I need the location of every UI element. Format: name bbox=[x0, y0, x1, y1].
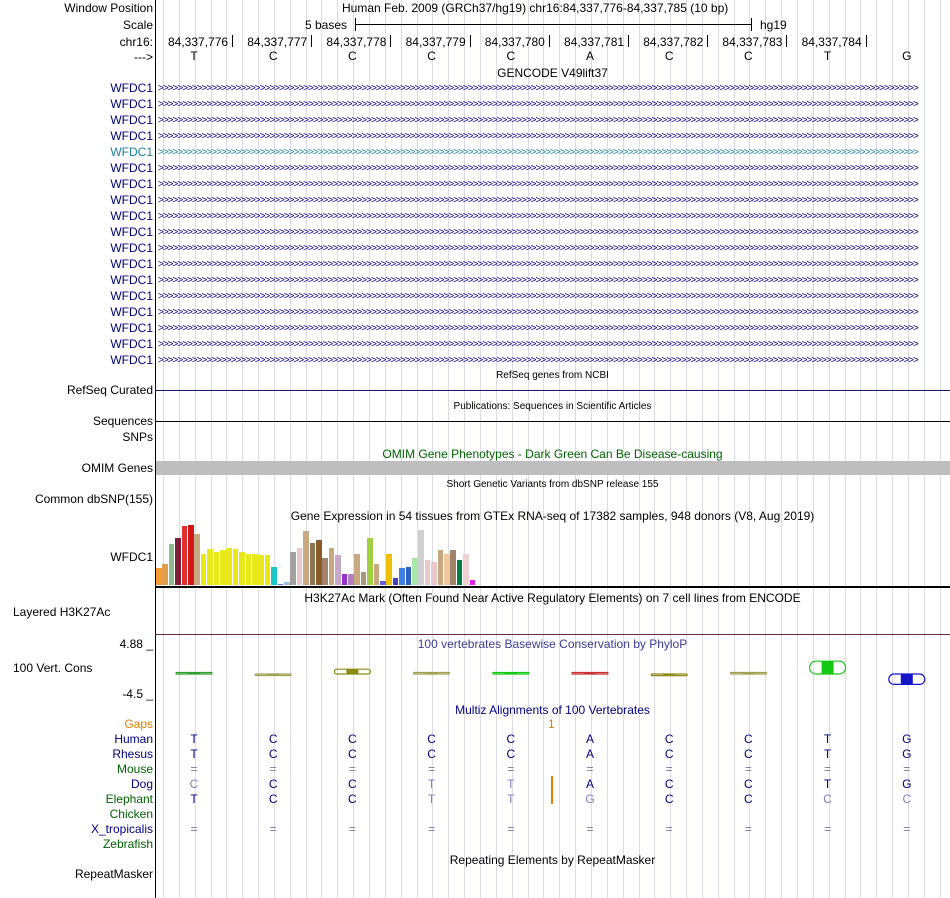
alignment-base: C bbox=[427, 732, 436, 746]
gencode-gene-label[interactable]: WFDC1 bbox=[110, 257, 153, 271]
position-tick-label: 84,337,784 bbox=[801, 35, 862, 49]
gtex-tissue-bar[interactable] bbox=[239, 552, 245, 585]
alignment-base: T bbox=[507, 777, 515, 791]
gtex-tissue-bar[interactable] bbox=[278, 584, 284, 585]
gtex-tissue-bar[interactable] bbox=[214, 552, 220, 585]
track-area[interactable] bbox=[155, 0, 950, 898]
gtex-tissue-bar[interactable] bbox=[271, 567, 277, 585]
gencode-gene-label[interactable]: WFDC1 bbox=[110, 129, 153, 143]
alignment-base: = bbox=[348, 822, 356, 836]
gtex-tissue-bar[interactable] bbox=[226, 548, 232, 585]
alignment-base: C bbox=[348, 747, 357, 761]
alignment-base: = bbox=[665, 822, 673, 836]
alignment-base: = bbox=[903, 762, 911, 776]
reference-base: C bbox=[664, 49, 674, 63]
repeatmasker-title[interactable]: Repeating Elements by RepeatMasker bbox=[449, 853, 656, 867]
scale-bar bbox=[355, 24, 751, 25]
gencode-gene-label[interactable]: WFDC1 bbox=[110, 225, 153, 239]
reference-base: G bbox=[902, 49, 912, 63]
alignment-base: G bbox=[902, 777, 912, 791]
conservation-score-core bbox=[426, 673, 438, 675]
gencode-gene-label[interactable]: WFDC1 bbox=[110, 337, 153, 351]
gtex-tissue-bar[interactable] bbox=[233, 549, 239, 585]
gencode-transcript-line[interactable]: >>>>>>>>>>>>>>>>>>>>>>>>>>>>>>>>>>>>>>>>>>>>>>>>>>>>>>>>>>>>>>>>>>>>>>>>>>>>>>>>>>>>>>>>>>>>>>>>>>>>>>>>>>>>>>>>>>>>>>>>>>>>>>>>>>>>>>>>>>>>>>>>>>>>>>>>>>>>> bbox=[158, 339, 918, 350]
position-tick-label: 84,337,781 bbox=[564, 35, 625, 49]
alignment-base: = bbox=[428, 822, 436, 836]
conservation-score-core bbox=[584, 673, 596, 675]
alignment-base: C bbox=[506, 747, 516, 761]
gtex-tissue-bar[interactable] bbox=[361, 572, 367, 585]
alignment-base: = bbox=[190, 822, 198, 836]
position-tick-label: 84,337,780 bbox=[484, 35, 545, 49]
gtex-tissue-bar[interactable] bbox=[425, 560, 431, 585]
gencode-transcript-line[interactable]: >>>>>>>>>>>>>>>>>>>>>>>>>>>>>>>>>>>>>>>>>>>>>>>>>>>>>>>>>>>>>>>>>>>>>>>>>>>>>>>>>>>>>>>>>>>>>>>>>>>>>>>>>>>>>>>>>>>>>>>>>>>>>>>>>>>>>>>>>>>>>>>>>>>>>>>>>>>>> bbox=[158, 115, 918, 126]
alignment-base: T bbox=[427, 777, 436, 791]
refseq-title[interactable]: RefSeq genes from NCBI bbox=[496, 370, 609, 381]
gtex-tissue-bar[interactable] bbox=[342, 574, 348, 585]
gencode-gene-label[interactable]: WFDC1 bbox=[110, 81, 153, 95]
gencode-gene-label[interactable]: WFDC1 bbox=[110, 321, 153, 335]
gencode-transcript-line[interactable]: >>>>>>>>>>>>>>>>>>>>>>>>>>>>>>>>>>>>>>>>>>>>>>>>>>>>>>>>>>>>>>>>>>>>>>>>>>>>>>>>>>>>>>>>>>>>>>>>>>>>>>>>>>>>>>>>>>>>>>>>>>>>>>>>>>>>>>>>>>>>>>>>>>>>>>>>>>>>> bbox=[158, 243, 918, 254]
cons-min-label: -4.5 _ bbox=[122, 687, 153, 701]
gtex-tissue-bar[interactable] bbox=[265, 555, 271, 585]
alignment-base: = bbox=[744, 822, 752, 836]
position-tick-label: 84,337,778 bbox=[326, 35, 387, 49]
gtex-tissue-bar[interactable] bbox=[297, 548, 303, 585]
alignment-base: = bbox=[269, 762, 277, 776]
alignment-base: T bbox=[823, 777, 832, 791]
alignment-base: C bbox=[664, 792, 674, 806]
gencode-transcript-line[interactable]: >>>>>>>>>>>>>>>>>>>>>>>>>>>>>>>>>>>>>>>>>>>>>>>>>>>>>>>>>>>>>>>>>>>>>>>>>>>>>>>>>>>>>>>>>>>>>>>>>>>>>>>>>>>>>>>>>>>>>>>>>>>>>>>>>>>>>>>>>>>>>>>>>>>>>>>>>>>>> bbox=[158, 227, 918, 238]
h3k27ac-title[interactable]: H3K27Ac Mark (Often Found Near Active Regulatory Elements) on 7 cell lines from ENCODE bbox=[304, 591, 801, 605]
gencode-gene-label[interactable]: WFDC1 bbox=[110, 161, 153, 175]
conservation-score-core bbox=[346, 669, 358, 674]
gtex-tissue-bar[interactable] bbox=[169, 544, 175, 585]
gtex-tissue-bar[interactable] bbox=[207, 549, 213, 585]
gtex-tissue-bar[interactable] bbox=[457, 560, 463, 585]
alignment-base: A bbox=[585, 777, 594, 791]
gencode-gene-label[interactable]: WFDC1 bbox=[110, 289, 153, 303]
position-tick-label: 84,337,782 bbox=[643, 35, 704, 49]
gtex-tissue-bar[interactable] bbox=[258, 555, 264, 585]
alignment-base: A bbox=[585, 732, 594, 746]
gtex-tissue-bar[interactable] bbox=[162, 564, 168, 585]
gtex-tissue-bar[interactable] bbox=[386, 554, 392, 585]
alignment-base: C bbox=[348, 792, 357, 806]
dbsnp-track-label[interactable]: Common dbSNP(155) bbox=[34, 492, 153, 506]
alignment-base: C bbox=[268, 732, 278, 746]
conservation-score-core bbox=[822, 661, 834, 674]
gtex-tissue-bar[interactable] bbox=[290, 552, 296, 585]
window-position-label: Window Position bbox=[64, 1, 153, 15]
alignment-base: C bbox=[268, 777, 278, 791]
omim-title[interactable]: OMIM Gene Phenotypes - Dark Green Can Be Disease-causing bbox=[382, 447, 723, 461]
alignment-base: C bbox=[902, 792, 912, 806]
publications-track-label[interactable]: Sequences bbox=[92, 414, 153, 428]
species-label[interactable]: Zebrafish bbox=[102, 837, 153, 851]
alignment-base: C bbox=[348, 777, 357, 791]
position-tick-label: 84,337,777 bbox=[247, 35, 308, 49]
alignment-base: C bbox=[744, 732, 753, 746]
alignment-base: = bbox=[744, 762, 752, 776]
gtex-tissue-bar[interactable] bbox=[322, 558, 328, 585]
gtex-tissue-bar[interactable] bbox=[367, 538, 373, 585]
gtex-tissue-bar[interactable] bbox=[354, 554, 360, 585]
gtex-tissue-bar[interactable] bbox=[444, 554, 450, 585]
gtex-tissue-bar[interactable] bbox=[406, 567, 412, 585]
alignment-base: C bbox=[506, 732, 516, 746]
alignment-base: C bbox=[664, 732, 674, 746]
reference-base: C bbox=[427, 49, 436, 63]
reference-base: A bbox=[585, 49, 594, 63]
refseq-gene-line[interactable] bbox=[155, 390, 950, 391]
alignment-base: = bbox=[586, 762, 594, 776]
alignment-base: T bbox=[190, 792, 198, 806]
gtex-title[interactable]: Gene Expression in 54 tissues from GTEx RNA-seq of 17382 samples, 948 donors (V8, Aug 2019) bbox=[290, 509, 815, 523]
gtex-tissue-bar[interactable] bbox=[329, 548, 335, 585]
gtex-tissue-bar[interactable] bbox=[418, 530, 424, 585]
alignment-base: = bbox=[903, 822, 911, 836]
position-tick-label: 84,337,776 bbox=[168, 35, 229, 49]
alignment-base: = bbox=[507, 822, 515, 836]
publications-title[interactable]: Publications: Sequences in Scientific Articles bbox=[453, 401, 652, 412]
gencode-transcript-line[interactable]: >>>>>>>>>>>>>>>>>>>>>>>>>>>>>>>>>>>>>>>>>>>>>>>>>>>>>>>>>>>>>>>>>>>>>>>>>>>>>>>>>>>>>>>>>>>>>>>>>>>>>>>>>>>>>>>>>>>>>>>>>>>>>>>>>>>>>>>>>>>>>>>>>>>>>>>>>>>>> bbox=[158, 99, 918, 110]
alignment-base: = bbox=[190, 762, 198, 776]
gtex-track-label[interactable]: WFDC1 bbox=[110, 550, 153, 564]
position-tick bbox=[232, 35, 233, 47]
gtex-bar-chart[interactable] bbox=[156, 524, 536, 585]
gencode-gene-label[interactable]: WFDC1 bbox=[110, 273, 153, 287]
gtex-tissue-bar[interactable] bbox=[348, 574, 354, 585]
position-tick bbox=[786, 35, 787, 47]
position-tick bbox=[549, 35, 550, 47]
scale-bar-left-cap bbox=[355, 18, 356, 31]
gtex-tissue-bar[interactable] bbox=[450, 550, 456, 585]
h3k27ac-baseline bbox=[155, 634, 950, 635]
conservation-score-core bbox=[663, 674, 675, 676]
position-tick bbox=[470, 35, 471, 47]
species-label[interactable]: Elephant bbox=[105, 792, 153, 806]
gencode-gene-label[interactable]: WFDC1 bbox=[110, 97, 153, 111]
gap-insertion-bar bbox=[551, 776, 553, 804]
alignment-base: T bbox=[427, 792, 436, 806]
conservation-score-core bbox=[505, 673, 517, 675]
alignment-base: T bbox=[823, 747, 832, 761]
reference-base: C bbox=[348, 49, 357, 63]
gtex-tissue-bar[interactable] bbox=[412, 558, 418, 585]
gencode-gene-label[interactable]: WFDC1 bbox=[110, 177, 153, 191]
gtex-tissue-bar[interactable] bbox=[252, 554, 258, 585]
gencode-transcript-line[interactable]: >>>>>>>>>>>>>>>>>>>>>>>>>>>>>>>>>>>>>>>>>>>>>>>>>>>>>>>>>>>>>>>>>>>>>>>>>>>>>>>>>>>>>>>>>>>>>>>>>>>>>>>>>>>>>>>>>>>>>>>>>>>>>>>>>>>>>>>>>>>>>>>>>>>>>>>>>>>>> bbox=[158, 163, 918, 174]
alignment-base: T bbox=[823, 732, 832, 746]
gtex-tissue-bar[interactable] bbox=[393, 578, 399, 585]
alignment-base: C bbox=[664, 747, 674, 761]
gtex-tissue-bar[interactable] bbox=[438, 550, 444, 585]
gtex-tissue-bar[interactable] bbox=[374, 564, 380, 585]
gtex-tissue-bar[interactable] bbox=[310, 543, 316, 585]
position-tick bbox=[311, 35, 312, 47]
snps-label: SNPs bbox=[122, 430, 153, 444]
alignment-base: C bbox=[189, 777, 199, 791]
gencode-gene-label[interactable]: WFDC1 bbox=[110, 305, 153, 319]
gencode-transcript-line[interactable]: >>>>>>>>>>>>>>>>>>>>>>>>>>>>>>>>>>>>>>>>>>>>>>>>>>>>>>>>>>>>>>>>>>>>>>>>>>>>>>>>>>>>>>>>>>>>>>>>>>>>>>>>>>>>>>>>>>>>>>>>>>>>>>>>>>>>>>>>>>>>>>>>>>>>>>>>>>>>> bbox=[158, 291, 918, 302]
multiz-title[interactable]: Multiz Alignments of 100 Vertebrates bbox=[455, 703, 650, 717]
gtex-tissue-bar[interactable] bbox=[431, 562, 437, 585]
scale-bar-right-cap bbox=[751, 18, 752, 31]
gtex-tissue-bar[interactable] bbox=[194, 534, 200, 585]
species-label[interactable]: Human bbox=[114, 732, 153, 746]
gtex-tissue-bar[interactable] bbox=[246, 554, 252, 585]
gtex-tissue-bar[interactable] bbox=[470, 580, 476, 585]
cons-track-label[interactable]: 100 Vert. Cons bbox=[13, 661, 93, 675]
alignment-base: C bbox=[823, 792, 832, 806]
gtex-tissue-bar[interactable] bbox=[463, 554, 469, 585]
position-tick-label: 84,337,783 bbox=[722, 35, 783, 49]
species-label[interactable]: Rhesus bbox=[112, 747, 153, 761]
conservation-score-core bbox=[901, 674, 913, 684]
alignment-base: = bbox=[824, 822, 832, 836]
alignment-base: C bbox=[268, 792, 278, 806]
publications-line[interactable] bbox=[155, 421, 950, 422]
gtex-tissue-bar[interactable] bbox=[156, 568, 162, 585]
gencode-transcript-line[interactable]: >>>>>>>>>>>>>>>>>>>>>>>>>>>>>>>>>>>>>>>>>>>>>>>>>>>>>>>>>>>>>>>>>>>>>>>>>>>>>>>>>>>>>>>>>>>>>>>>>>>>>>>>>>>>>>>>>>>>>>>>>>>>>>>>>>>>>>>>>>>>>>>>>>>>>>>>>>>>> bbox=[158, 195, 918, 206]
omim-track-label[interactable]: OMIM Genes bbox=[81, 461, 153, 475]
repeatmasker-track-label[interactable]: RepeatMasker bbox=[74, 867, 153, 881]
omim-gene-bar[interactable] bbox=[156, 461, 950, 475]
gencode-transcript-line[interactable]: >>>>>>>>>>>>>>>>>>>>>>>>>>>>>>>>>>>>>>>>>>>>>>>>>>>>>>>>>>>>>>>>>>>>>>>>>>>>>>>>>>>>>>>>>>>>>>>>>>>>>>>>>>>>>>>>>>>>>>>>>>>>>>>>>>>>>>>>>>>>>>>>>>>>>>>>>>>>> bbox=[158, 131, 918, 142]
gaps-label: Gaps bbox=[124, 717, 153, 731]
alignment-base: A bbox=[585, 747, 594, 761]
gencode-transcript-line[interactable]: >>>>>>>>>>>>>>>>>>>>>>>>>>>>>>>>>>>>>>>>>>>>>>>>>>>>>>>>>>>>>>>>>>>>>>>>>>>>>>>>>>>>>>>>>>>>>>>>>>>>>>>>>>>>>>>>>>>>>>>>>>>>>>>>>>>>>>>>>>>>>>>>>>>>>>>>>>>>> bbox=[158, 275, 918, 286]
conservation-plot[interactable] bbox=[155, 650, 950, 698]
gencode-gene-label[interactable]: WFDC1 bbox=[110, 353, 153, 367]
alignment-base: = bbox=[428, 762, 436, 776]
gencode-transcript-line[interactable]: >>>>>>>>>>>>>>>>>>>>>>>>>>>>>>>>>>>>>>>>>>>>>>>>>>>>>>>>>>>>>>>>>>>>>>>>>>>>>>>>>>>>>>>>>>>>>>>>>>>>>>>>>>>>>>>>>>>>>>>>>>>>>>>>>>>>>>>>>>>>>>>>>>>>>>>>>>>>> bbox=[158, 179, 918, 190]
gencode-gene-label[interactable]: WFDC1 bbox=[110, 193, 153, 207]
species-label[interactable]: Chicken bbox=[109, 807, 153, 821]
scale-text: 5 bases bbox=[305, 18, 348, 32]
conservation-score-core bbox=[742, 673, 754, 675]
alignment-base: G bbox=[902, 732, 912, 746]
position-tick bbox=[628, 35, 629, 47]
alignment-base: C bbox=[664, 777, 674, 791]
alignment-base: T bbox=[507, 792, 515, 806]
alignment-base: C bbox=[268, 747, 278, 761]
gencode-transcript-line[interactable]: >>>>>>>>>>>>>>>>>>>>>>>>>>>>>>>>>>>>>>>>>>>>>>>>>>>>>>>>>>>>>>>>>>>>>>>>>>>>>>>>>>>>>>>>>>>>>>>>>>>>>>>>>>>>>>>>>>>>>>>>>>>>>>>>>>>>>>>>>>>>>>>>>>>>>>>>>>>>> bbox=[158, 307, 918, 318]
gap-marker: 1 bbox=[548, 717, 555, 731]
cons-title[interactable]: 100 vertebrates Basewise Conservation by PhyloP bbox=[417, 637, 688, 651]
gencode-transcript-line[interactable]: >>>>>>>>>>>>>>>>>>>>>>>>>>>>>>>>>>>>>>>>>>>>>>>>>>>>>>>>>>>>>>>>>>>>>>>>>>>>>>>>>>>>>>>>>>>>>>>>>>>>>>>>>>>>>>>>>>>>>>>>>>>>>>>>>>>>>>>>>>>>>>>>>>>>>>>>>>>>> bbox=[158, 323, 918, 334]
species-label[interactable]: X_tropicalis bbox=[90, 822, 153, 836]
reference-base: C bbox=[268, 49, 278, 63]
alignment-base: C bbox=[348, 732, 357, 746]
gencode-gene-label[interactable]: WFDC1 bbox=[110, 241, 153, 255]
reference-base: C bbox=[506, 49, 516, 63]
gtex-tissue-bar[interactable] bbox=[335, 555, 341, 585]
gencode-gene-label[interactable]: WFDC1 bbox=[110, 209, 153, 223]
gtex-tissue-bar[interactable] bbox=[182, 526, 188, 585]
alignment-base: C bbox=[744, 747, 753, 761]
gencode-transcript-line[interactable]: >>>>>>>>>>>>>>>>>>>>>>>>>>>>>>>>>>>>>>>>>>>>>>>>>>>>>>>>>>>>>>>>>>>>>>>>>>>>>>>>>>>>>>>>>>>>>>>>>>>>>>>>>>>>>>>>>>>>>>>>>>>>>>>>>>>>>>>>>>>>>>>>>>>>>>>>>>>>> bbox=[158, 147, 918, 158]
chrom-label: chr16: bbox=[119, 35, 153, 49]
gencode-transcript-line[interactable]: >>>>>>>>>>>>>>>>>>>>>>>>>>>>>>>>>>>>>>>>>>>>>>>>>>>>>>>>>>>>>>>>>>>>>>>>>>>>>>>>>>>>>>>>>>>>>>>>>>>>>>>>>>>>>>>>>>>>>>>>>>>>>>>>>>>>>>>>>>>>>>>>>>>>>>>>>>>>> bbox=[158, 83, 918, 94]
alignment-base: T bbox=[190, 747, 198, 761]
gtex-tissue-bar[interactable] bbox=[284, 582, 290, 585]
gtex-tissue-bar[interactable] bbox=[399, 568, 405, 585]
alignment-base: = bbox=[507, 762, 515, 776]
strand-label: ---> bbox=[134, 50, 153, 64]
gtex-tissue-bar[interactable] bbox=[175, 538, 181, 585]
alignment-base: C bbox=[744, 792, 753, 806]
reference-base: T bbox=[190, 49, 198, 63]
position-tick-label: 84,337,779 bbox=[405, 35, 466, 49]
dbsnp-title[interactable]: Short Genetic Variants from dbSNP release 155 bbox=[446, 479, 659, 490]
alignment-base: C bbox=[744, 777, 753, 791]
alignment-base: = bbox=[269, 822, 277, 836]
position-tick bbox=[866, 35, 867, 47]
gencode-gene-label[interactable]: WFDC1 bbox=[110, 113, 153, 127]
conservation-score-core bbox=[267, 674, 279, 676]
species-label[interactable]: Mouse bbox=[116, 762, 153, 776]
gtex-tissue-bar[interactable] bbox=[316, 540, 322, 585]
reference-base: T bbox=[823, 49, 832, 63]
alignment-base: = bbox=[348, 762, 356, 776]
gencode-transcript-line[interactable]: >>>>>>>>>>>>>>>>>>>>>>>>>>>>>>>>>>>>>>>>>>>>>>>>>>>>>>>>>>>>>>>>>>>>>>>>>>>>>>>>>>>>>>>>>>>>>>>>>>>>>>>>>>>>>>>>>>>>>>>>>>>>>>>>>>>>>>>>>>>>>>>>>>>>>>>>>>>>> bbox=[158, 259, 918, 270]
refseq-track-label[interactable]: RefSeq Curated bbox=[66, 383, 153, 397]
gtex-baseline bbox=[155, 586, 950, 588]
gtex-tissue-bar[interactable] bbox=[201, 554, 207, 585]
scale-label: Scale bbox=[122, 18, 153, 32]
gtex-tissue-bar[interactable] bbox=[303, 531, 309, 585]
alignment-base: = bbox=[586, 822, 594, 836]
h3k27ac-track-label[interactable]: Layered H3K27Ac bbox=[13, 605, 111, 619]
cons-max-label: 4.88 _ bbox=[119, 637, 153, 651]
alignment-base: C bbox=[427, 747, 436, 761]
position-tick bbox=[707, 35, 708, 47]
gtex-tissue-bar[interactable] bbox=[380, 581, 386, 585]
alignment-base: G bbox=[902, 747, 912, 761]
position-tick bbox=[390, 35, 391, 47]
gencode-title[interactable]: GENCODE V49lift37 bbox=[497, 66, 608, 80]
gtex-tissue-bar[interactable] bbox=[220, 550, 226, 585]
alignment-base: T bbox=[190, 732, 198, 746]
window-position-text: Human Feb. 2009 (GRCh37/hg19) chr16:84,337,776-84,337,785 (10 bp) bbox=[342, 1, 729, 15]
gencode-gene-label[interactable]: WFDC1 bbox=[110, 145, 153, 159]
scale-assembly: hg19 bbox=[760, 18, 787, 32]
alignment-base: = bbox=[665, 762, 673, 776]
gencode-transcript-line[interactable]: >>>>>>>>>>>>>>>>>>>>>>>>>>>>>>>>>>>>>>>>>>>>>>>>>>>>>>>>>>>>>>>>>>>>>>>>>>>>>>>>>>>>>>>>>>>>>>>>>>>>>>>>>>>>>>>>>>>>>>>>>>>>>>>>>>>>>>>>>>>>>>>>>>>>>>>>>>>>> bbox=[158, 355, 918, 366]
reference-base: C bbox=[744, 49, 753, 63]
conservation-score-core bbox=[188, 673, 200, 675]
species-label[interactable]: Dog bbox=[130, 777, 153, 791]
alignment-base: G bbox=[585, 792, 595, 806]
gtex-tissue-bar[interactable] bbox=[188, 525, 194, 585]
gencode-transcript-line[interactable]: >>>>>>>>>>>>>>>>>>>>>>>>>>>>>>>>>>>>>>>>>>>>>>>>>>>>>>>>>>>>>>>>>>>>>>>>>>>>>>>>>>>>>>>>>>>>>>>>>>>>>>>>>>>>>>>>>>>>>>>>>>>>>>>>>>>>>>>>>>>>>>>>>>>>>>>>>>>>> bbox=[158, 211, 918, 222]
alignment-base: = bbox=[824, 762, 832, 776]
